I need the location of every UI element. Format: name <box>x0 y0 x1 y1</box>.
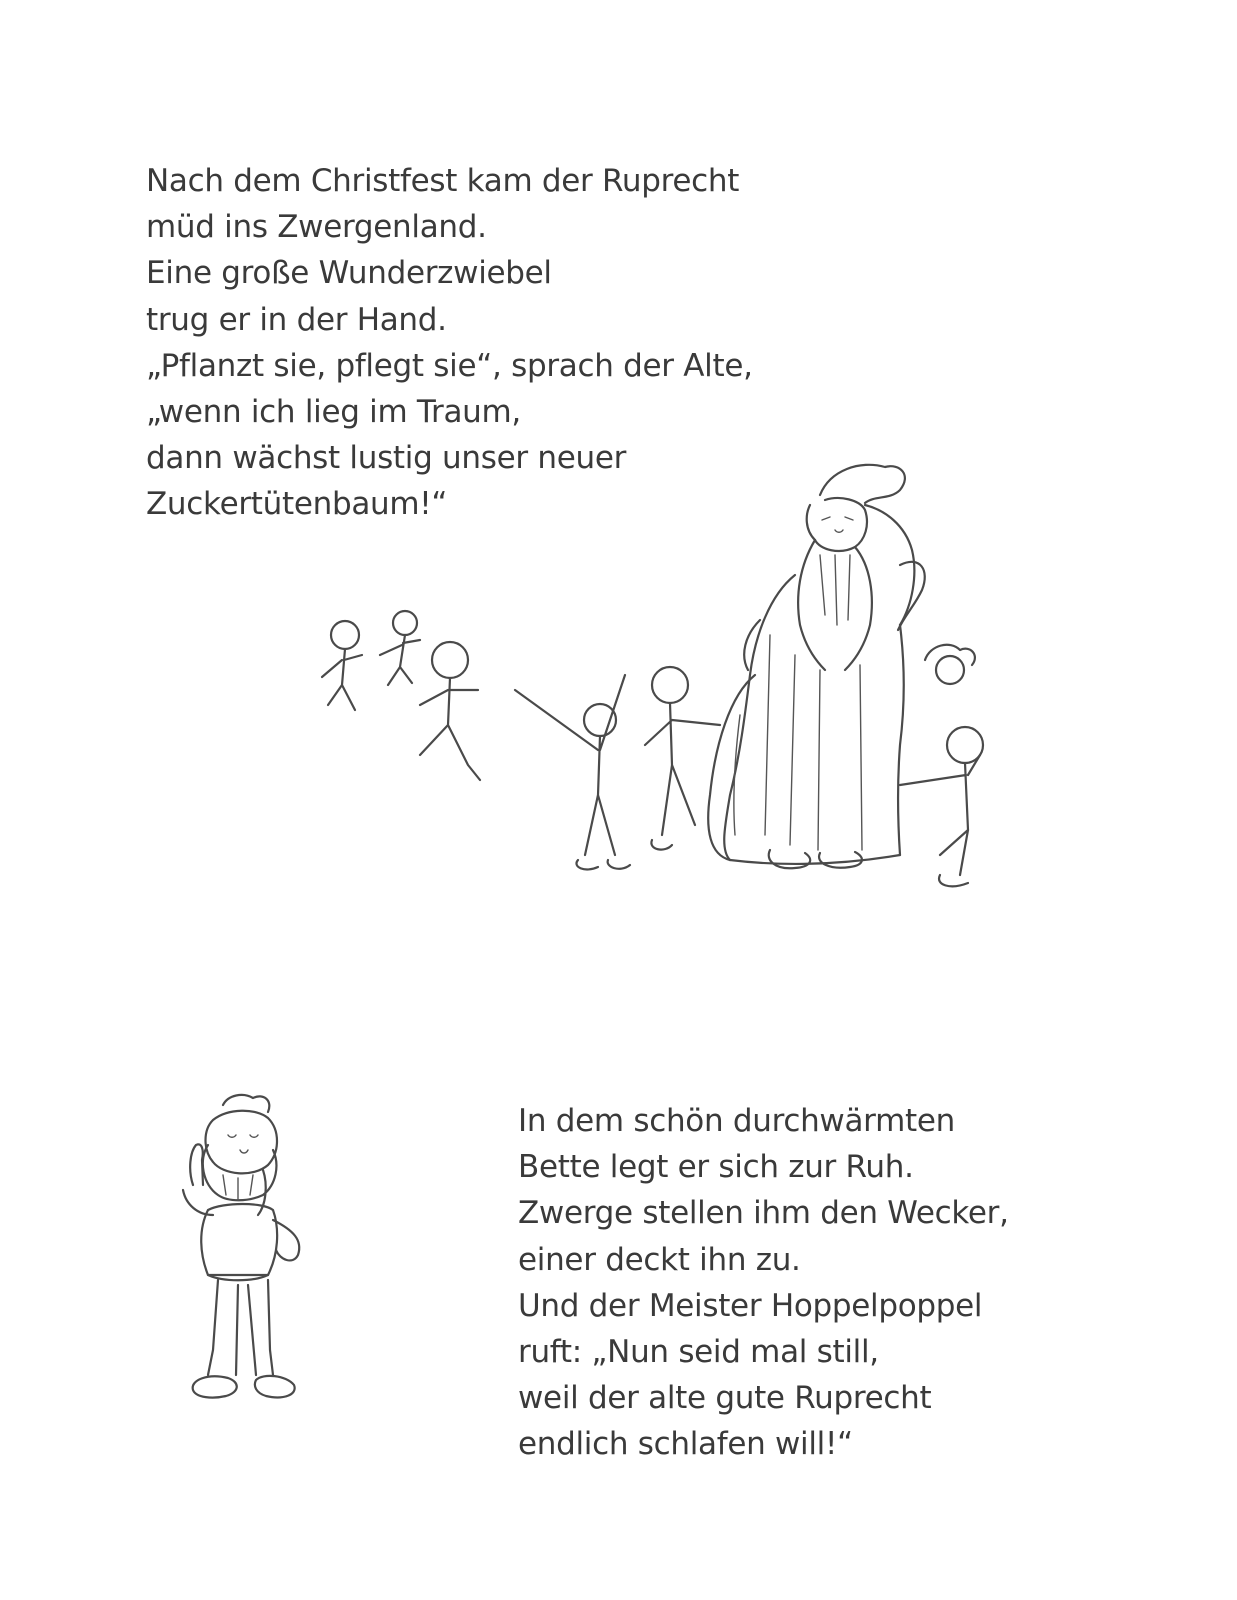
waving-dwarfs <box>515 667 720 869</box>
stanza-line: einer deckt ihn zu. <box>518 1241 801 1278</box>
stanza-line: Bette legt er sich zur Ruh. <box>518 1149 914 1186</box>
stanza-line: „wenn ich lieg im Traum, <box>146 394 521 431</box>
stanza-line: endlich schlafen will!“ <box>518 1426 853 1463</box>
stanza-line: Eine große Wunderzwiebel <box>146 255 552 292</box>
ruprecht-with-dwarfs-svg <box>300 455 1005 915</box>
stanza-line: In dem schön durchwärmten <box>518 1103 955 1139</box>
running-dwarfs <box>322 611 480 780</box>
stanza-line: müd ins Zwergenland. <box>146 209 487 246</box>
dwarf-finger-on-lips-svg <box>168 1090 318 1425</box>
ruprecht-figure <box>708 465 925 868</box>
stanza-line: „Pflanzt sie, pflegt sie“, sprach der Alte, <box>146 347 753 384</box>
dwarf-finger-on-lips-drawing <box>168 1090 318 1425</box>
stanza-line: dann wächst lustig unser neuer <box>146 440 627 477</box>
ruprecht-with-dwarfs-drawing <box>300 455 1005 915</box>
stanza-2 <box>518 1098 1009 1468</box>
stanza-line: weil der alte gute Ruprecht <box>518 1380 932 1417</box>
stanza-line: trug er in der Hand. <box>146 301 447 338</box>
stanza-line: Und der Meister Hoppelpoppel <box>518 1287 983 1324</box>
stanza-line: Zwerge stellen ihm den Wecker, <box>518 1195 1009 1232</box>
stanza-line: Zuckertütenbaum!“ <box>146 486 448 523</box>
right-dwarfs <box>900 645 983 886</box>
stanza-line: Nach dem Christfest kam der Ruprecht <box>146 163 740 199</box>
stanza-line: ruft: „Nun seid mal still, <box>518 1334 879 1371</box>
dwarf-figure <box>183 1095 299 1398</box>
